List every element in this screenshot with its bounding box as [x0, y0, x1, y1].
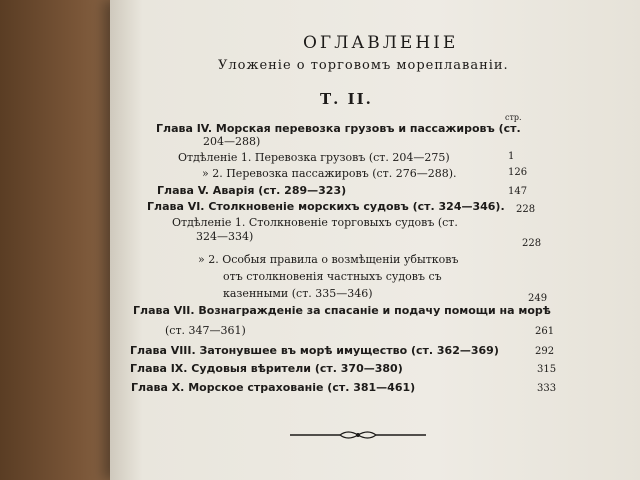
toc-entry-ch6-s2: » 2. Особыя правила о возмѣщеніи убытковъ [198, 253, 459, 266]
toc-page-ch8: 292 [535, 346, 555, 357]
page-title: ОГЛАВЛЕНІЕ [303, 33, 459, 53]
toc-page-ch6-s1: 228 [522, 238, 542, 249]
toc-page-ch9: 315 [537, 364, 557, 375]
toc-page-ch4-s1: 1 [508, 151, 515, 162]
toc-page-ch6: 228 [516, 204, 536, 215]
toc-entry-ch8: Глава VIII. Затонувшее въ морѣ имущество (ст. 362—369) [130, 344, 499, 357]
toc-entry-ch4-cont: 204—288) [203, 135, 261, 148]
toc-entry-ch5: Глава V. Аварія (ст. 289—323) [157, 184, 347, 197]
decorative-ornament-icon [288, 428, 428, 442]
toc-page-ch10: 333 [537, 383, 557, 394]
toc-page-ch7: 261 [535, 326, 555, 337]
toc-page-ch6-s2: 249 [528, 293, 548, 304]
page-subtitle: Уложеніе о торговомъ мореплаваніи. [218, 58, 509, 73]
toc-entry-ch6: Глава VI. Столкновеніе морскихъ судовъ (ст. 324—346). [147, 200, 505, 213]
toc-entry-ch4-s2: » 2. Перевозка пассажировъ (ст. 276—288). [202, 167, 457, 180]
toc-entry-ch10: Глава X. Морское страхованіе (ст. 381—461) [131, 381, 416, 394]
toc-entry-ch6-s1: Отдѣленіе 1. Столкновеніе торговыхъ судовъ (ст. [172, 216, 458, 229]
toc-entry-ch7: Глава VII. Вознагражденіе за спасаніе и подачу помощи на морѣ [133, 304, 551, 317]
toc-entry-ch6-s1-cont: 324—334) [196, 230, 254, 243]
toc-entry-ch6-s2-cont2: казенными (ст. 335—346) [223, 287, 373, 300]
toc-entry-ch6-s2-cont: отъ столкновенія частныхъ судовъ съ [223, 270, 442, 283]
toc-entry-ch4: Глава IV. Морская перевозка грузовъ и пассажировъ (ст. [156, 122, 521, 135]
page-column-label: стр. [505, 113, 522, 122]
toc-entry-ch7-cont: (ст. 347—361) [165, 324, 246, 337]
toc-page-ch4-s2: 126 [508, 167, 528, 178]
toc-page-ch5: 147 [508, 186, 528, 197]
toc-entry-ch4-s1: Отдѣленіе 1. Перевозка грузовъ (ст. 204—275) [178, 151, 450, 164]
toc-entry-ch9: Глава IX. Судовыя вѣрители (ст. 370—380) [130, 362, 403, 375]
volume-label: Т. II. [320, 90, 373, 108]
